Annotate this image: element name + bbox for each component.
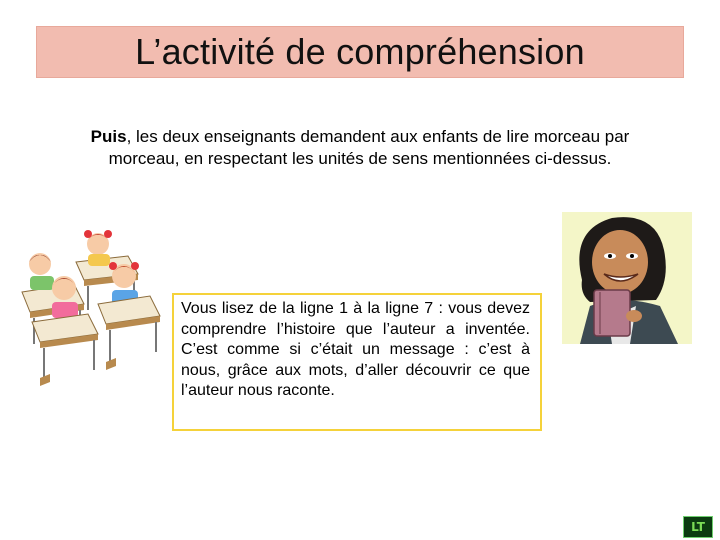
desk-front-right [98, 296, 160, 370]
slide-title: L’activité de compréhension [135, 31, 585, 72]
speech-bubble-text: Vous lisez de la ligne 1 à la ligne 7 : vous devez comprendre l’histoire que l’auteur a inventée. C’est comme si c’était un message : c’est à nous, grâce aux mots, d’aller découvrir ce que l’auteur nous raconte. [181, 300, 530, 399]
lt-logo[interactable]: LT [683, 516, 713, 538]
teacher-illustration [560, 210, 694, 346]
classroom-illustration [18, 222, 178, 387]
intro-bold-word: Puis [90, 127, 127, 146]
intro-paragraph [62, 126, 658, 170]
desk-front-left [32, 314, 98, 386]
speech-bubble [172, 293, 542, 431]
intro-text: , les deux enseignants demandent aux enfants de lire morceau par morceau, en respectant les unités de sens mentionnées ci-dessus. [108, 127, 630, 168]
title-bar [36, 26, 684, 78]
